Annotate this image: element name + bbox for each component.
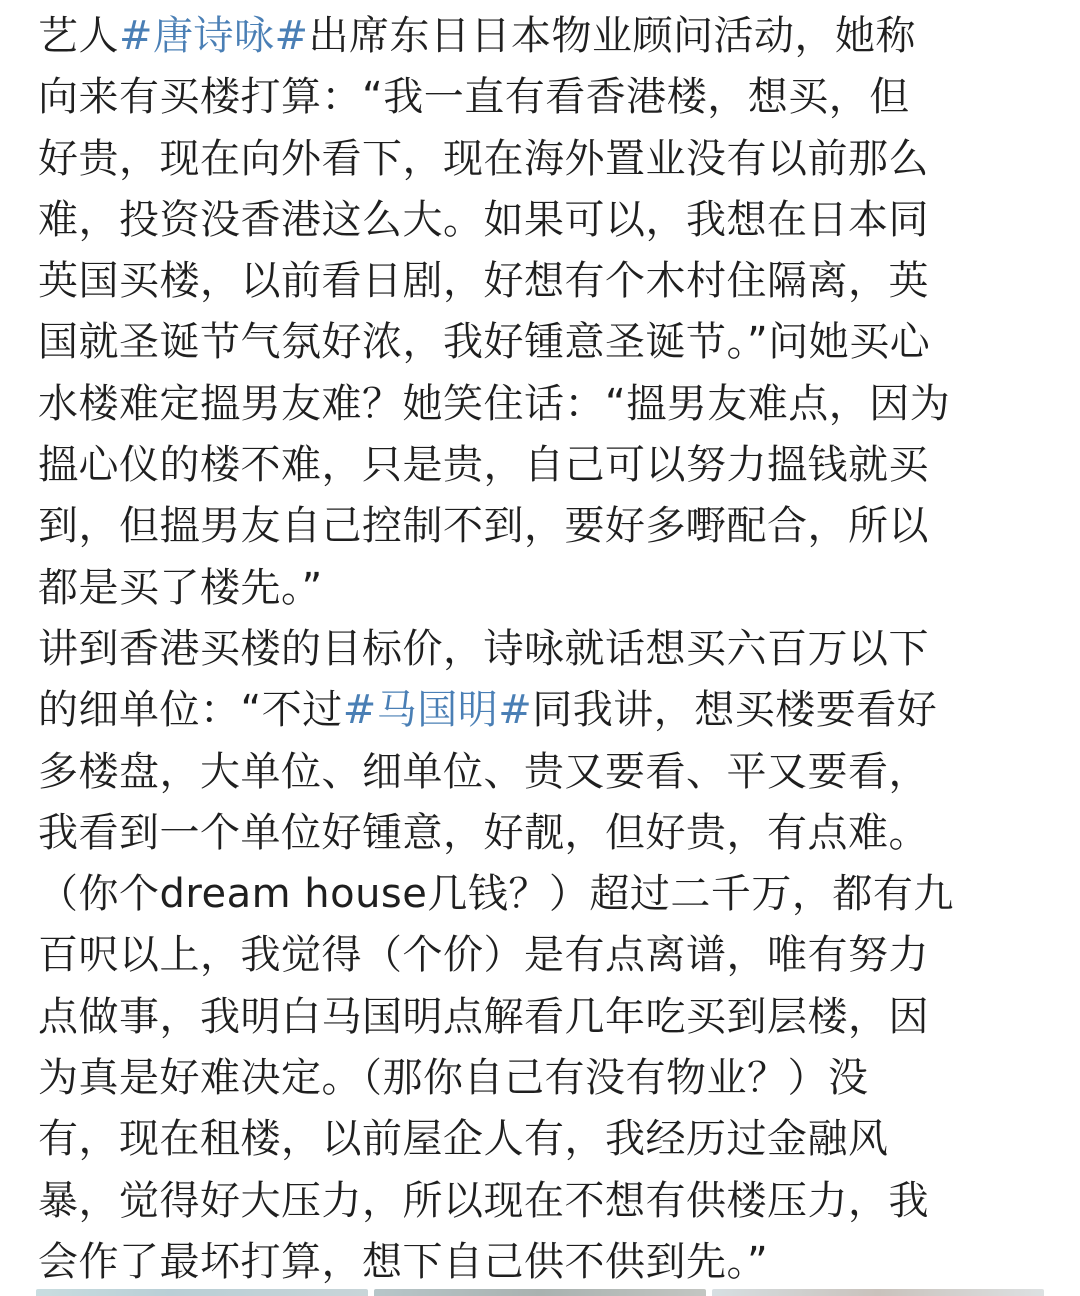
post-text-segment: 都是买了楼先。” [38,564,323,611]
post-text-segment: 水楼难定搵男友难？她笑住话：“搵男友难点，因为 [38,380,951,427]
image-thumbnail[interactable] [712,1289,1044,1296]
post-text-segment: 艺人 [38,13,119,59]
post-text-segment: 出席东日日本物业顾问活动，她称 [308,13,917,59]
hashtag-link[interactable]: #唐诗咏# [119,13,309,59]
post-text-segment: 为真是好难决定。（那你自己有没有物业？）没 [38,1055,869,1102]
post-text-segment: 点做事，我明白马国明点解看几年吃买到层楼，因 [38,993,929,1040]
post-text-segment: 难，投资没香港这么大。如果可以，我想在日本同 [38,196,929,243]
post-text-line [38,374,1048,435]
post-text-line [38,1048,1048,1109]
post-text-line [38,129,1048,190]
post-text-segment: 向来有买楼打算：“我一直有看香港楼，想买，但 [38,74,910,121]
post-text-line [38,925,1048,986]
post-text-segment: 英国买楼，以前看日剧，好想有个木村住隔离，英 [38,258,929,305]
post-text-line [38,496,1048,557]
post-text-line [38,558,1048,619]
post-text-line [38,1171,1048,1232]
post-text-segment: 搵心仪的楼不难，只是贵，自己可以努力搵钱就买 [38,442,929,489]
post-text-line [38,1109,1048,1170]
post-body [38,6,1048,1293]
post-text-line [38,1232,1048,1293]
post-text-line [38,67,1048,128]
post-text-segment: 的细单位：“不过 [38,687,343,734]
post-text-segment: 暴，觉得好大压力，所以现在不想有供楼压力，我 [38,1177,929,1224]
image-thumbnail[interactable] [36,1289,368,1296]
post-text-segment: （你个dream house几钱？）超过二千万，都有九 [38,871,954,918]
image-thumbnail[interactable] [374,1289,706,1296]
post-text-segment: 同我讲，想买楼要看好 [532,687,938,734]
post-text-segment: 我看到一个单位好锺意，好靓，但好贵，有点难。 [38,809,929,856]
post-text-line [38,987,1048,1048]
image-thumbnail-strip [36,1289,1044,1296]
post-text-line [38,803,1048,864]
post-text-segment: 多楼盘，大单位、细单位、贵又要看、平又要看， [38,748,929,795]
post-text-line [38,619,1048,680]
post-text-segment: 会作了最坏打算，想下自己供不供到先。” [38,1238,769,1285]
post-text-line [38,742,1048,803]
post-text-line [38,6,1048,67]
post-text-line [38,190,1048,251]
post-text-segment: 讲到香港买楼的目标价，诗咏就话想买六百万以下 [38,625,929,672]
post-text-line [38,251,1048,312]
post-text-segment: 好贵，现在向外看下，现在海外置业没有以前那么 [38,135,929,182]
post-text-line [38,680,1048,741]
post-text-segment: 有，现在租楼，以前屋企人有，我经历过金融风 [38,1116,889,1163]
post-text-segment: 百呎以上，我觉得（个价）是有点离谱，唯有努力 [38,932,929,979]
hashtag-link[interactable]: #马国明# [342,687,533,734]
post-text-line [38,435,1048,496]
post-text-segment: 国就圣诞节气氛好浓，我好锺意圣诞节。”问她买心 [38,319,931,366]
post-text-line [38,312,1048,373]
post-text-segment: 到，但搵男友自己控制不到，要好多嘢配合，所以 [38,503,929,550]
post-text-line [38,864,1048,925]
